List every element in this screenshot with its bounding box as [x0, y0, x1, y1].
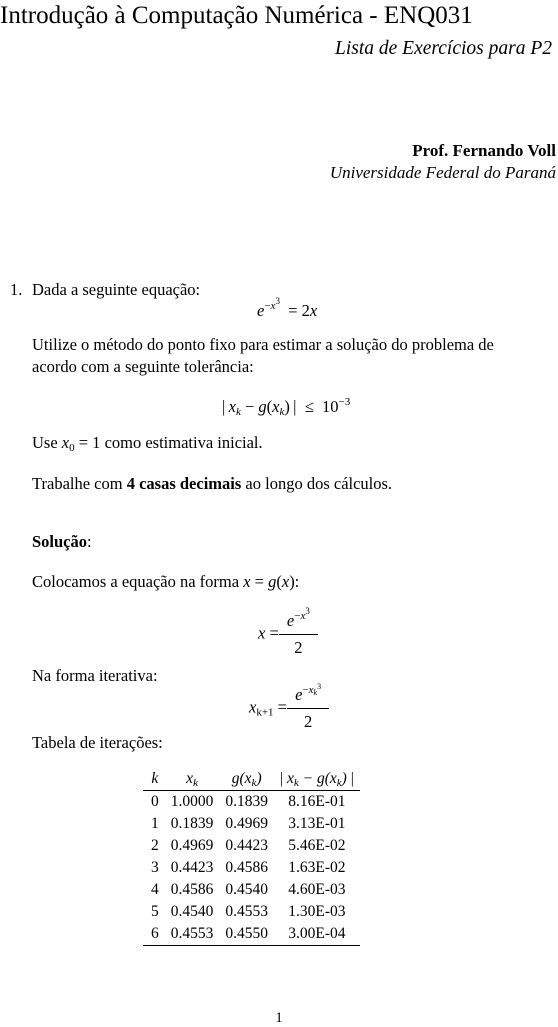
cell-error-final: 3.00E-04 [274, 923, 360, 946]
table-header-row [143, 768, 360, 791]
cell-xk: 0.4423 [170, 859, 214, 876]
cell-xk: 0.4540 [170, 903, 214, 920]
cell-k: 4 [151, 881, 159, 898]
cell-xk-solution: 0.4553 [165, 923, 220, 946]
table-row [143, 791, 360, 814]
table-row [143, 835, 360, 857]
cell-gxk: 0.4550 [219, 923, 274, 946]
exercise-intro: Dada a seguinte equação: [32, 280, 201, 299]
cell-gxk: 0.4423 [225, 837, 268, 854]
initial-guess-text: Use $x_0 = 1$ como estimativa inicial. [32, 433, 263, 454]
table-row [143, 901, 360, 923]
cell-k: 0 [151, 793, 159, 810]
iterative-equation: $x_{k+1}$ = $\frac{e^{-x_k^3}}{2}$ [249, 684, 325, 733]
decimals-text: Trabalhe com 4 casas decimais ao longo dos cálculos. [32, 474, 393, 493]
cell-error: 5.46E-02 [288, 837, 346, 854]
solution-heading: Solução: [32, 532, 92, 551]
table-row-final [143, 923, 360, 946]
cell-error: 4.60E-03 [288, 881, 346, 898]
table-row [143, 879, 360, 901]
cell-gxk: 0.4586 [225, 859, 268, 876]
header-xk: $x_k$ [165, 768, 220, 791]
cell-xk: 0.4969 [170, 837, 214, 854]
cell-gxk: 0.4540 [225, 881, 268, 898]
table-row [143, 857, 360, 879]
iterations-table [143, 768, 360, 946]
fixed-point-equation: x = $\frac{e^{-x^3}}{2}$ [258, 610, 314, 659]
cell-error: 1.30E-03 [288, 903, 346, 920]
cell-k: 2 [151, 837, 159, 854]
table-label: Tabela de iterações: [32, 733, 163, 752]
equation-main: $e^{-x^3} = 2x$ [257, 296, 318, 320]
document-title: Introdução à Computação Numérica - ENQ031 [0, 2, 473, 29]
university-name: Universidade Federal do Paraná [329, 163, 556, 182]
exercise-number: 1. [10, 280, 23, 299]
page-number: 1 [275, 1010, 283, 1026]
cell-k: 1 [151, 815, 159, 832]
cell-xk: 0.1839 [170, 815, 214, 832]
cell-xk: 0.4586 [170, 881, 214, 898]
cell-error: 3.13E-01 [288, 815, 346, 832]
cell-k: 6 [143, 923, 165, 946]
cell-k: 5 [151, 903, 159, 920]
method-text-line2: acordo com a seguinte tolerância: [32, 357, 254, 376]
document-subtitle: Lista de Exercícios para P2 [335, 38, 552, 59]
tolerance-equation: | $x_k - g(x_k)$ | ≤ $10^{-3}$ [222, 396, 351, 418]
cell-gxk: 0.4553 [225, 903, 268, 920]
cell-gxk: 0.4969 [225, 815, 268, 832]
cell-xk: 1.0000 [170, 793, 214, 810]
table-row [143, 813, 360, 835]
professor-name: Prof. Fernando Voll [412, 141, 556, 160]
cell-k: 3 [151, 859, 159, 876]
method-text-line1: Utilize o método do ponto fixo para estimar a solução do problema de [32, 335, 494, 354]
form-text: Colocamos a equação na forma x = g(x): [32, 572, 300, 591]
iterative-label: Na forma iterativa: [32, 666, 158, 685]
header-k: k [143, 768, 165, 791]
cell-error: 1.63E-02 [288, 859, 346, 876]
cell-error: 8.16E-01 [288, 793, 346, 810]
header-gxk: $g(x_k)$ [219, 768, 274, 791]
cell-gxk: 0.1839 [225, 793, 268, 810]
header-error: | $x_k - g(x_k)$ | [274, 768, 360, 791]
